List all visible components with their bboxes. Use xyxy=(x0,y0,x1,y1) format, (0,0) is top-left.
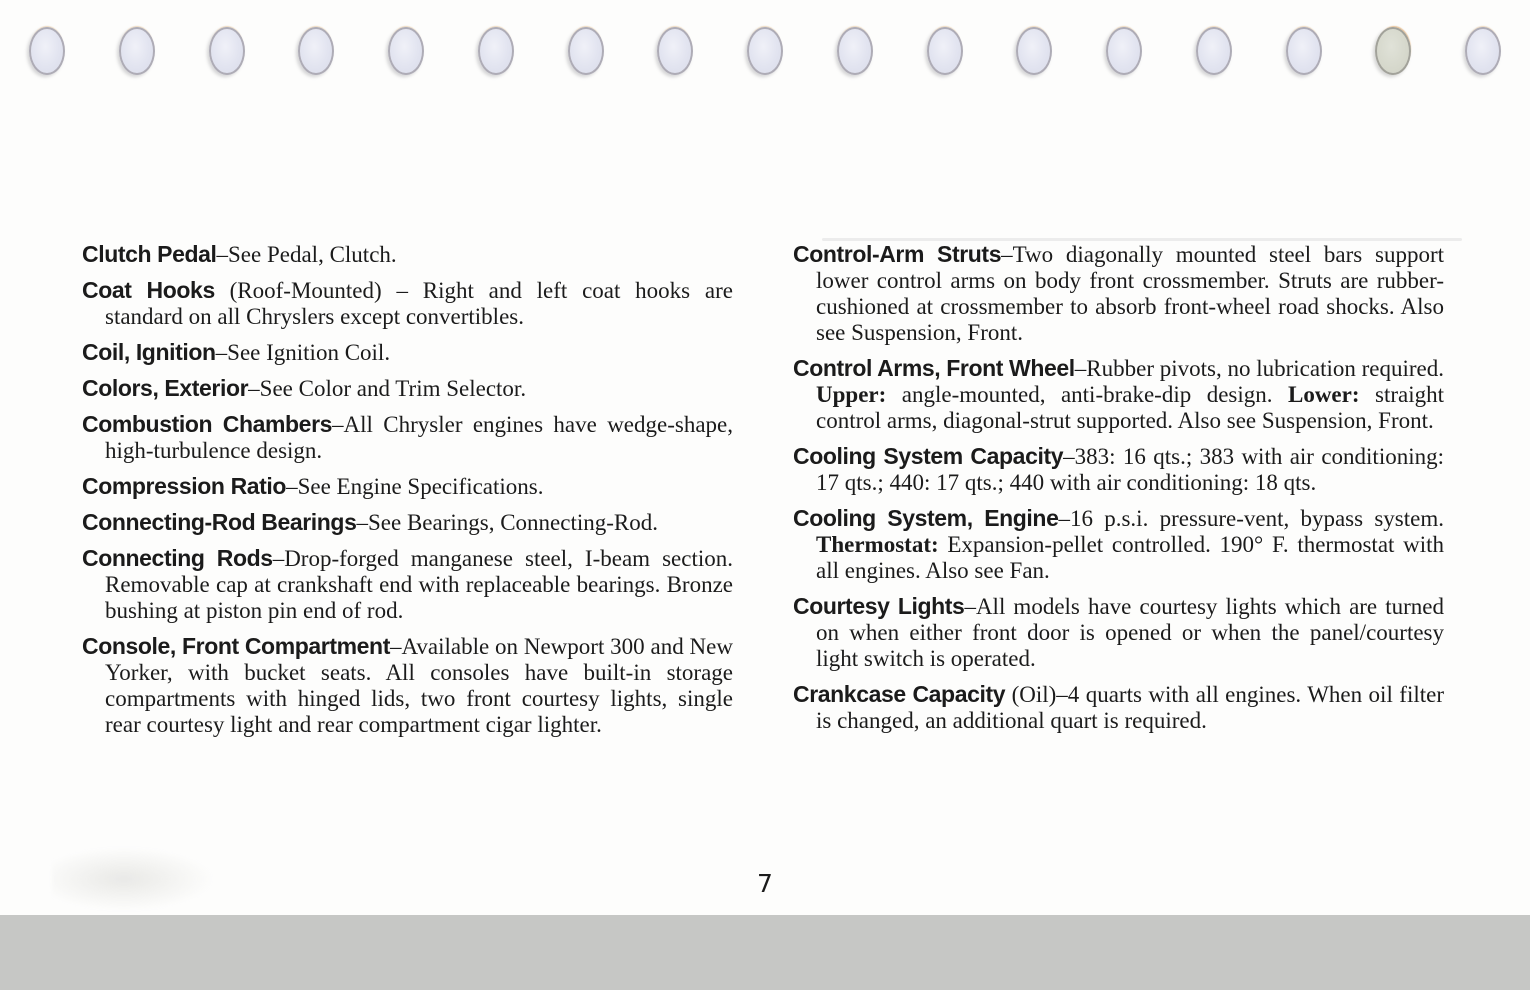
binding-hole-icon xyxy=(927,27,963,75)
entry-term: Compression Ratio xyxy=(82,473,287,499)
entry-text: –All models have courtesy lights which are turned on when either front door is opened or when the panel/courtesy light switch is operated. xyxy=(816,594,1445,671)
binding-hole-icon xyxy=(1106,27,1142,75)
entry-text: –See Color and Trim Selector. xyxy=(248,376,527,401)
entry-text: angle-mounted, anti-brake-dip design. xyxy=(886,382,1288,407)
entry-term: Courtesy Lights xyxy=(793,593,965,619)
entry-term: Clutch Pedal xyxy=(82,241,217,267)
binding-hole-icon xyxy=(478,27,514,75)
glossary-entry xyxy=(82,473,733,500)
entry-text: –See Bearings, Connecting-Rod. xyxy=(356,510,658,535)
entry-term: Cooling System Capacity xyxy=(793,443,1064,469)
entry-text: –All Chrysler engines have wedge-shape, high-turbulence design. xyxy=(105,412,733,463)
entry-term: Connecting-Rod Bearings xyxy=(82,509,357,535)
entry-term: Combustion Chambers xyxy=(82,411,333,437)
glossary-entry xyxy=(82,411,733,464)
binding-hole-icon xyxy=(298,27,334,75)
entry-term: Colors, Exterior xyxy=(82,375,249,401)
entry-text: Expansion-pellet controlled. 190° F. thermostat with all engines. Also see Fan. xyxy=(816,532,1444,583)
glossary-entry xyxy=(793,505,1444,584)
entry-term: Connecting Rods xyxy=(82,545,273,571)
glossary-entry xyxy=(82,277,733,330)
entry-text: Upper: xyxy=(816,382,887,407)
entry-term: Crankcase Capacity xyxy=(793,681,1006,707)
glossary-entry xyxy=(793,355,1444,434)
glossary-entry xyxy=(793,443,1444,496)
entry-term: Coil, Ignition xyxy=(82,339,216,365)
entry-text: –See Engine Specifications. xyxy=(286,474,544,499)
entry-term: Coat Hooks xyxy=(82,277,215,303)
glossary-entry xyxy=(82,633,733,738)
entry-term: Cooling System, Engine xyxy=(793,505,1059,531)
binding-hole-icon xyxy=(837,27,873,75)
entry-text: –383: 16 qts.; 383 with air conditioning: 17 qts.; 440: 17 qts.; 440 with air conditioning: 18 qts. xyxy=(816,444,1444,495)
entry-text: –See Pedal, Clutch. xyxy=(216,242,397,267)
entry-text: –Rubber pivots, no lubrication required. xyxy=(1074,356,1445,381)
binding-holes xyxy=(29,28,1501,73)
glossary-entry xyxy=(793,593,1444,672)
entry-term: Console, Front Compartment xyxy=(82,633,390,659)
binding-hole-icon xyxy=(209,27,245,75)
entry-text: Thermostat: xyxy=(816,532,939,557)
binding-hole-icon xyxy=(568,27,604,75)
entry-text: –Available on Newport 300 and New Yorker, with bucket seats. All consoles have built-in storage compartments with hinged lids, two front courtesy lights, single rear courtesy light and rear compartment cigar lighter. xyxy=(105,634,733,737)
binding-hole-icon xyxy=(29,27,65,75)
binding-hole-icon xyxy=(388,27,424,75)
entry-text: –See Ignition Coil. xyxy=(215,340,391,365)
binding-hole-icon xyxy=(1286,27,1322,75)
page-number: 7 xyxy=(757,869,773,898)
binding-hole-icon xyxy=(119,27,155,75)
entry-term: Control Arms, Front Wheel xyxy=(793,355,1075,381)
bottom-scan-band xyxy=(0,915,1530,990)
entry-text: Lower: xyxy=(1287,382,1360,407)
binding-hole-icon xyxy=(657,27,693,75)
binding-hole-icon xyxy=(1375,27,1411,75)
entry-text: –16 p.s.i. pressure-vent, bypass system. xyxy=(1058,506,1444,531)
binding-hole-icon xyxy=(1016,27,1052,75)
binding-hole-icon xyxy=(1465,27,1501,75)
entry-text: (Roof-Mounted) – Right and left coat hooks are standard on all Chryslers except convertibles. xyxy=(105,278,734,329)
glossary-content xyxy=(82,241,1444,747)
glossary-entry xyxy=(82,509,733,536)
entry-text: –Drop-forged manganese steel, I-beam section. Removable cap at crankshaft end with replaceable bearings. Bronze bushing at piston pin end of rod. xyxy=(105,546,733,623)
entry-text: –Two diagonally mounted steel bars support lower control arms on body front crossmember. Struts are rubber-cushioned at crossmember to absorb front-wheel road shocks. Also see Suspension, Front. xyxy=(816,242,1444,345)
glossary-entry xyxy=(793,241,1444,346)
right-column xyxy=(793,241,1444,747)
entry-text: (Oil)–4 quarts with all engines. When oil filter is changed, an additional quart is required. xyxy=(816,682,1444,733)
glossary-entry xyxy=(793,681,1444,734)
left-column xyxy=(82,241,733,747)
glossary-entry xyxy=(82,241,733,268)
entry-text: straight control arms, diagonal-strut supported. Also see Suspension, Front. xyxy=(816,382,1444,433)
entry-term: Control-Arm Struts xyxy=(793,241,1002,267)
binding-hole-icon xyxy=(747,27,783,75)
glossary-entry xyxy=(82,545,733,624)
glossary-entry xyxy=(82,339,733,366)
glossary-entry xyxy=(82,375,733,402)
binding-hole-icon xyxy=(1196,27,1232,75)
